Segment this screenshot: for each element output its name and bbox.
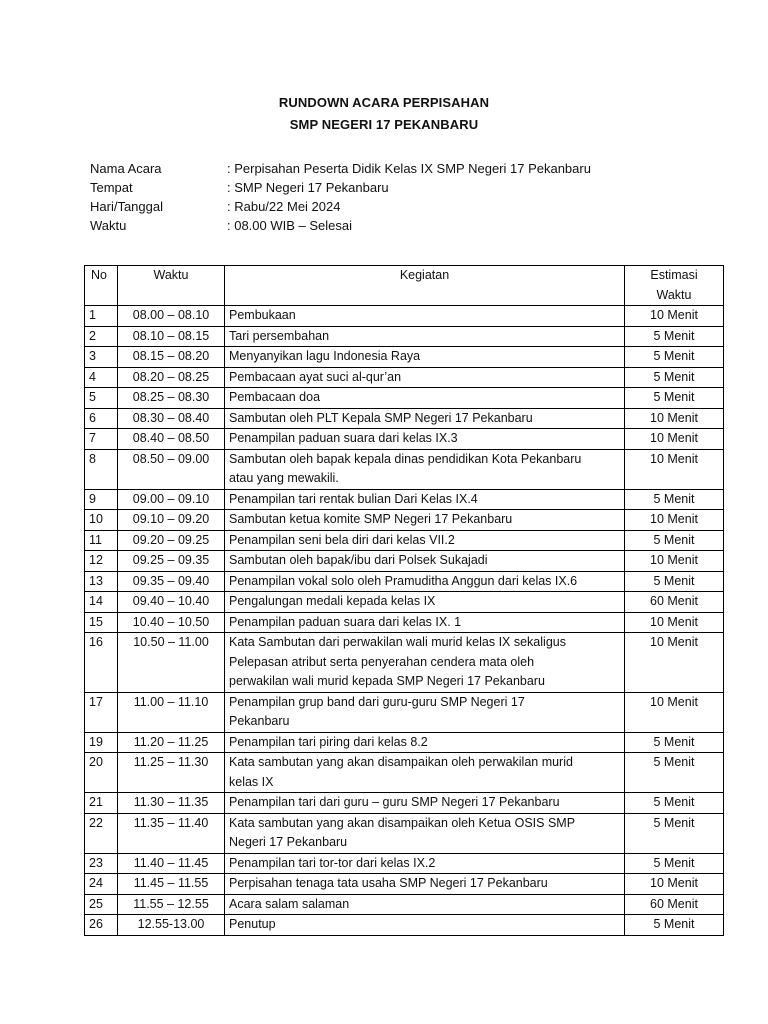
document-title: RUNDOWN ACARA PERPISAHAN xyxy=(278,95,490,110)
row-activity: Penampilan tari piring dari kelas 8.2 xyxy=(225,732,625,753)
row-activity: Penampilan paduan suara dari kelas IX.3 xyxy=(225,429,625,450)
row-estimate: 5 Menit xyxy=(625,326,724,347)
row-number: 17 xyxy=(85,692,118,732)
row-activity-line: Sambutan oleh bapak kepala dinas pendidikan Kota Pekanbaru xyxy=(229,451,582,466)
row-estimate: 10 Menit xyxy=(625,449,724,489)
row-time: 11.25 – 11.30 xyxy=(118,753,225,793)
row-activity-line: Penampilan grup band dari guru-guru SMP Negeri 17 xyxy=(229,694,525,709)
row-estimate: 5 Menit xyxy=(625,732,724,753)
column-header-estimate-line2: Waktu xyxy=(656,287,692,302)
row-time: 08.50 – 09.00 xyxy=(118,449,225,489)
row-estimate: 10 Menit xyxy=(625,633,724,693)
row-activity-line: perwakilan wali murid kepada SMP Negeri 17 Pekanbaru xyxy=(229,674,545,688)
table-row xyxy=(85,388,724,409)
table-row xyxy=(85,894,724,915)
column-header-time: Waktu xyxy=(118,266,225,306)
row-time: 10.40 – 10.50 xyxy=(118,612,225,633)
row-number: 15 xyxy=(85,612,118,633)
row-estimate: 10 Menit xyxy=(625,510,724,531)
row-number: 5 xyxy=(85,388,118,409)
row-activity: Menyanyikan lagu Indonesia Raya xyxy=(225,347,625,368)
row-estimate: 5 Menit xyxy=(625,347,724,368)
table-row xyxy=(85,510,724,531)
row-activity xyxy=(225,449,625,489)
info-row xyxy=(90,197,591,216)
table-row xyxy=(85,633,724,693)
row-activity: Penampilan vokal solo oleh Pramuditha Anggun dari kelas IX.6 xyxy=(225,571,625,592)
row-activity: Pembacaan doa xyxy=(225,388,625,409)
row-number: 22 xyxy=(85,813,118,853)
row-number: 12 xyxy=(85,551,118,572)
row-activity: Pembukaan xyxy=(225,306,625,327)
row-number: 23 xyxy=(85,853,118,874)
row-activity-line: Pekanbaru xyxy=(229,714,290,728)
row-number: 25 xyxy=(85,894,118,915)
row-number: 7 xyxy=(85,429,118,450)
row-time: 08.40 – 08.50 xyxy=(118,429,225,450)
row-estimate: 5 Menit xyxy=(625,489,724,510)
row-time: 08.10 – 08.15 xyxy=(118,326,225,347)
column-header-estimate xyxy=(625,266,724,306)
row-number: 26 xyxy=(85,915,118,936)
row-activity: Penampilan tari dari guru – guru SMP Negeri 17 Pekanbaru xyxy=(225,793,625,814)
row-estimate: 5 Menit xyxy=(625,813,724,853)
row-time: 08.25 – 08.30 xyxy=(118,388,225,409)
row-estimate: 10 Menit xyxy=(625,306,724,327)
table-row xyxy=(85,692,724,732)
row-time: 09.10 – 09.20 xyxy=(118,510,225,531)
table-row xyxy=(85,813,724,853)
row-activity: Pembacaan ayat suci al-qur’an xyxy=(225,367,625,388)
table-row xyxy=(85,853,724,874)
row-estimate: 10 Menit xyxy=(625,551,724,572)
row-time: 08.30 – 08.40 xyxy=(118,408,225,429)
info-row xyxy=(90,216,591,235)
table-row xyxy=(85,592,724,613)
table-row xyxy=(85,326,724,347)
table-row xyxy=(85,429,724,450)
document-subtitle: SMP NEGERI 17 PEKANBARU xyxy=(289,117,479,132)
row-activity: Penampilan tari tor-tor dari kelas IX.2 xyxy=(225,853,625,874)
row-number: 24 xyxy=(85,874,118,895)
row-activity-line: Kata Sambutan dari perwakilan wali murid kelas IX sekaligus xyxy=(229,635,566,649)
row-activity-line: Pelepasan atribut serta penyerahan cendera mata oleh xyxy=(229,654,535,669)
event-info xyxy=(90,159,591,235)
row-time: 09.35 – 09.40 xyxy=(118,571,225,592)
table-row xyxy=(85,551,724,572)
row-time: 11.00 – 11.10 xyxy=(118,692,225,732)
row-number: 8 xyxy=(85,449,118,489)
row-estimate: 5 Menit xyxy=(625,530,724,551)
row-number: 2 xyxy=(85,326,118,347)
table-row xyxy=(85,915,724,936)
row-number: 20 xyxy=(85,753,118,793)
row-estimate: 10 Menit xyxy=(625,612,724,633)
row-estimate: 10 Menit xyxy=(625,874,724,895)
table-row xyxy=(85,408,724,429)
info-value: : 08.00 WIB – Selesai xyxy=(227,218,353,233)
table-row xyxy=(85,367,724,388)
row-activity: Perpisahan tenaga tata usaha SMP Negeri 17 Pekanbaru xyxy=(225,874,625,895)
table-row xyxy=(85,793,724,814)
row-time: 11.35 – 11.40 xyxy=(118,813,225,853)
row-time: 08.15 – 08.20 xyxy=(118,347,225,368)
row-time: 09.40 – 10.40 xyxy=(118,592,225,613)
row-estimate: 5 Menit xyxy=(625,571,724,592)
row-activity xyxy=(225,633,625,693)
row-estimate: 5 Menit xyxy=(625,853,724,874)
table-row xyxy=(85,874,724,895)
column-header-activity: Kegiatan xyxy=(225,266,625,306)
row-number: 14 xyxy=(85,592,118,613)
row-activity: Penampilan tari rentak bulian Dari Kelas IX.4 xyxy=(225,489,625,510)
table-row xyxy=(85,530,724,551)
row-activity-line: Kata sambutan yang akan disampaikan oleh Ketua OSIS SMP xyxy=(229,815,576,830)
row-time: 11.40 – 11.45 xyxy=(118,853,225,874)
row-number: 1 xyxy=(85,306,118,327)
row-number: 11 xyxy=(85,530,118,551)
table-row xyxy=(85,449,724,489)
table-row xyxy=(85,306,724,327)
row-activity: Acara salam salaman xyxy=(225,894,625,915)
row-time: 11.30 – 11.35 xyxy=(118,793,225,814)
row-activity-line: Negeri 17 Pekanbaru xyxy=(229,835,348,849)
row-estimate: 5 Menit xyxy=(625,915,724,936)
table-row xyxy=(85,347,724,368)
table-header-row xyxy=(85,266,724,306)
row-activity: Penutup xyxy=(225,915,625,936)
table-row xyxy=(85,571,724,592)
row-activity: Sambutan oleh bapak/ibu dari Polsek Sukajadi xyxy=(225,551,625,572)
row-estimate: 60 Menit xyxy=(625,894,724,915)
info-value: : Perpisahan Peserta Didik Kelas IX SMP Negeri 17 Pekanbaru xyxy=(227,161,591,176)
table-row xyxy=(85,732,724,753)
column-header-estimate-line1: Estimasi xyxy=(650,268,698,282)
row-number: 9 xyxy=(85,489,118,510)
row-time: 09.00 – 09.10 xyxy=(118,489,225,510)
row-activity: Sambutan ketua komite SMP Negeri 17 Pekanbaru xyxy=(225,510,625,531)
rundown-table xyxy=(84,265,724,936)
info-label: Waktu xyxy=(90,218,127,233)
info-value: : Rabu/22 Mei 2024 xyxy=(227,199,341,214)
row-number: 3 xyxy=(85,347,118,368)
row-activity: Pengalungan medali kepada kelas IX xyxy=(225,592,625,613)
row-number: 13 xyxy=(85,571,118,592)
row-number: 21 xyxy=(85,793,118,814)
row-estimate: 10 Menit xyxy=(625,408,724,429)
row-number: 19 xyxy=(85,732,118,753)
row-estimate: 5 Menit xyxy=(625,388,724,409)
row-activity: Sambutan oleh PLT Kepala SMP Negeri 17 Pekanbaru xyxy=(225,408,625,429)
row-estimate: 5 Menit xyxy=(625,753,724,793)
table-row xyxy=(85,612,724,633)
info-row xyxy=(90,159,591,178)
column-header-no: No xyxy=(85,266,118,306)
row-number: 4 xyxy=(85,367,118,388)
row-activity xyxy=(225,692,625,732)
table-row xyxy=(85,489,724,510)
row-estimate: 5 Menit xyxy=(625,367,724,388)
row-time: 10.50 – 11.00 xyxy=(118,633,225,693)
row-time: 11.45 – 11.55 xyxy=(118,874,225,895)
row-time: 09.20 – 09.25 xyxy=(118,530,225,551)
info-row xyxy=(90,178,591,197)
info-value: : SMP Negeri 17 Pekanbaru xyxy=(227,180,389,195)
row-estimate: 5 Menit xyxy=(625,793,724,814)
row-activity-line: kelas IX xyxy=(229,774,274,789)
info-label: Tempat xyxy=(90,180,133,195)
row-time: 08.20 – 08.25 xyxy=(118,367,225,388)
info-label: Nama Acara xyxy=(90,161,162,176)
row-activity-line: Kata sambutan yang akan disampaikan oleh perwakilan murid xyxy=(229,755,573,769)
row-time: 11.20 – 11.25 xyxy=(118,732,225,753)
row-time: 12.55-13.00 xyxy=(118,915,225,936)
row-estimate: 10 Menit xyxy=(625,429,724,450)
row-number: 6 xyxy=(85,408,118,429)
row-activity: Tari persembahan xyxy=(225,326,625,347)
table-row xyxy=(85,753,724,793)
row-activity: Penampilan paduan suara dari kelas IX. 1 xyxy=(225,612,625,633)
row-time: 11.55 – 12.55 xyxy=(118,894,225,915)
row-number: 16 xyxy=(85,633,118,693)
info-label: Hari/Tanggal xyxy=(90,199,163,214)
row-time: 08.00 – 08.10 xyxy=(118,306,225,327)
row-estimate: 60 Menit xyxy=(625,592,724,613)
row-number: 10 xyxy=(85,510,118,531)
row-estimate: 10 Menit xyxy=(625,692,724,732)
row-activity: Penampilan seni bela diri dari kelas VII.2 xyxy=(225,530,625,551)
row-activity-line: atau yang mewakili. xyxy=(229,471,339,485)
row-time: 09.25 – 09.35 xyxy=(118,551,225,572)
row-activity xyxy=(225,753,625,793)
row-activity xyxy=(225,813,625,853)
